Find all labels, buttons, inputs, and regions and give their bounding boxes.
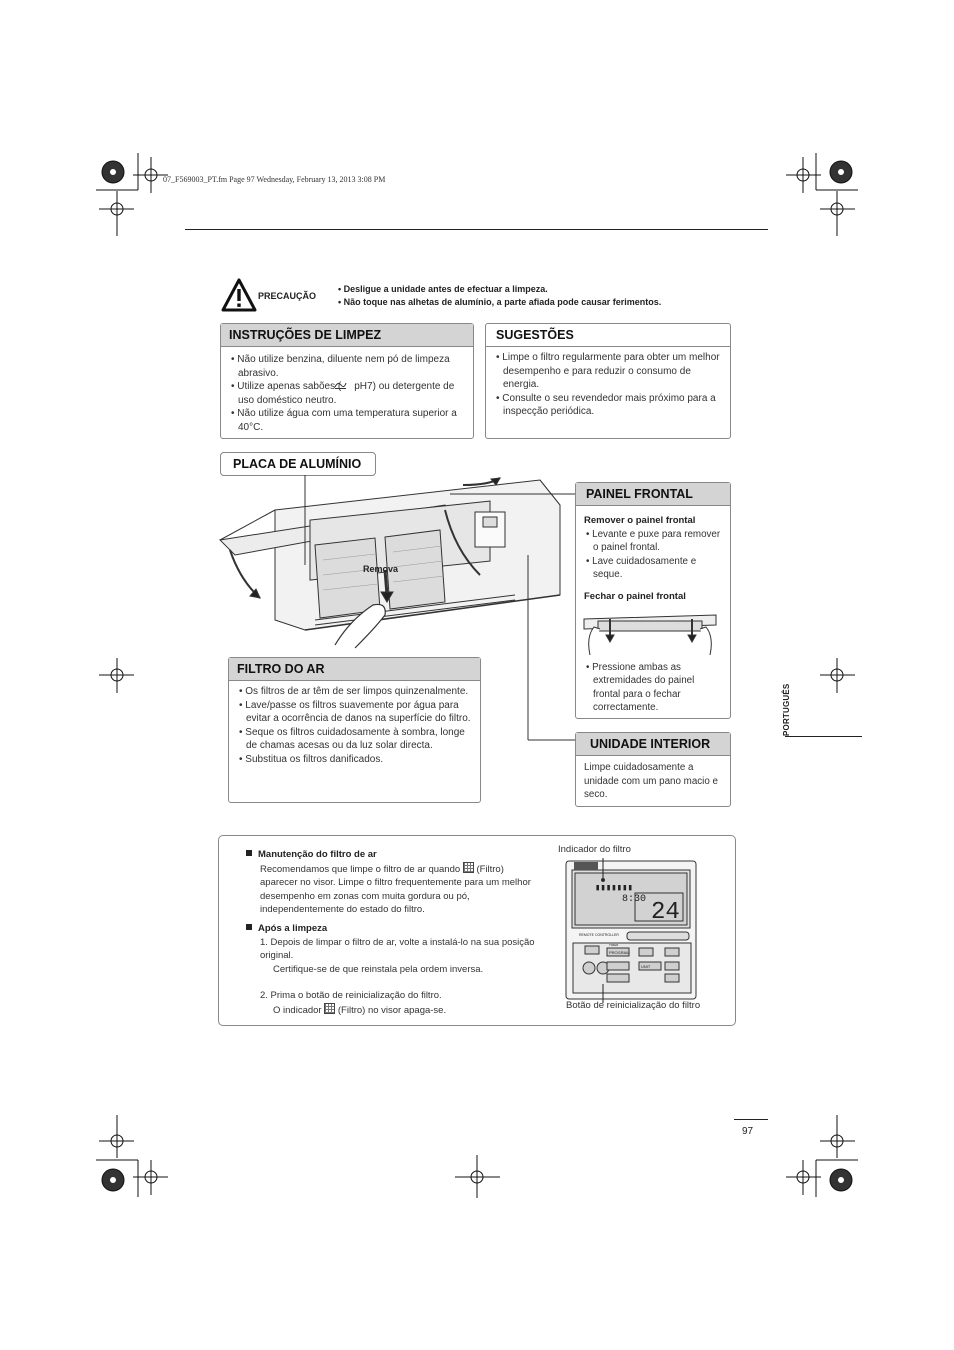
page-number: 97 [742, 1126, 754, 1137]
front-panel-item: • Lave cuidadosamente e seque. [586, 555, 697, 581]
air-filter-item: • Os filtros de ar têm de ser limpos quinzenalmente. [239, 686, 469, 697]
square-bullet-icon [246, 850, 252, 856]
remote-display-temp: 24 [651, 899, 680, 926]
after-step-2: 2. Prima o botão de reinicialização do filtro. [260, 990, 442, 1002]
air-filter-item: • Seque os filtros cuidadosamente à sombra, longe de chamas acesas ou da luz solar directa. [239, 726, 465, 752]
tips-title: SUGESTÕES [486, 324, 730, 347]
close-panel-illustration [580, 607, 720, 657]
language-tab [785, 650, 862, 737]
maintenance-text: Manutenção do filtro de ar Recomendamos que limpe o filtro de ar quando (Filtro) aparecer no visor. Limpe o filtro frequentemente para um melhor desempenho em zonas com muita gordura ou pó, independentemente do estado do filtro. Após a limpeza 1. Depois de limpar o filtro de ar, volte a instalá-lo na sua posição original. Certifique-se de que reinstala pela ordem inversa. 2. Prima o botão de reinicialização do filtro. O indicador (Filtro) no visor apaga-se. [246, 848, 536, 1018]
caution-list [338, 283, 661, 309]
svg-text:▮▮▮▮▮▮▮: ▮▮▮▮▮▮▮ [595, 883, 633, 893]
front-panel-title: PAINEL FRONTAL [576, 483, 730, 506]
caution-item: • Não toque nas alhetas de alumínio, a parte afiada pode causar ferimentos. [338, 297, 662, 307]
remote-controller [565, 858, 697, 1003]
front-panel-box [575, 482, 731, 719]
cleaning-instructions-box [220, 323, 474, 439]
front-panel-item: • Levante e puxe para remover o painel frontal. [586, 528, 721, 554]
after-step-1-note: Certifique-se de que reinstala pela ordem inversa. [273, 963, 484, 975]
tips-box [485, 323, 731, 439]
remote-program-button[interactable]: PROGRAM [609, 950, 630, 955]
tilde-ph-icon [341, 380, 354, 388]
footer-rule [734, 1119, 768, 1120]
remote-controller-label: REMOTE CONTROLLER [579, 933, 619, 937]
filter-indicator-caption: Indicador do filtro [558, 844, 631, 855]
cleaning-item: • Não utilize benzina, diluente nem pó de limpeza abrasivo. [231, 354, 450, 379]
aluminium-plate-label: PLACA DE ALUMÍNIO [220, 452, 376, 476]
cleaning-item: • Utilize apenas sabões ( pH7) ou detergente de uso doméstico neutro. [231, 381, 455, 406]
remote-display-time: 8:30 [622, 894, 647, 905]
header-rule [185, 229, 768, 230]
cleaning-instructions-title: INSTRUÇÕES DE LIMPEZ [221, 324, 473, 347]
remote-unit-button[interactable]: UNIT [641, 964, 651, 969]
indoor-unit-title: UNIDADE INTERIOR [576, 733, 730, 756]
tips-item: • Consulte o seu revendedor mais próximo para a inspecção periódica. [496, 392, 716, 418]
file-info: 07_F569003_PT.fm Page 97 Wednesday, February 13, 2013 3:08 PM [163, 175, 386, 184]
caution-label: PRECAUÇÃO [258, 291, 317, 301]
language-tab-label: PORTUGUÊS [782, 683, 791, 736]
close-panel-subtitle: Fechar o painel frontal [584, 590, 686, 602]
cleaning-item: • Não utilize água com uma temperatura superior a 40°C. [231, 408, 457, 433]
caution-item: • Desligue a unidade antes de efectuar a limpeza. [338, 284, 548, 294]
indoor-unit-text: Limpe cuidadosamente a unidade com um pano macio e seco. [584, 762, 718, 801]
air-filter-item: • Lave/passe os filtros suavemente por água para evitar a ocorrência de danos na superfície do filtro. [239, 699, 471, 725]
remote-timer-label: TIMER [609, 943, 619, 947]
warning-icon [221, 278, 257, 312]
remove-panel-subtitle: Remover o painel frontal [584, 515, 696, 526]
tips-item: • Limpe o filtro regularmente para obter um melhor desempenho e para reduzir o consumo de energia. [496, 352, 720, 391]
air-filter-item: • Substitua os filtros danificados. [239, 753, 384, 765]
filter-icon [463, 862, 474, 873]
air-filter-box [228, 657, 481, 803]
remove-label: Remova [363, 564, 399, 574]
filter-reset-caption: Botão de reinicialização do filtro [566, 1000, 701, 1011]
after-step-1: 1. Depois de limpar o filtro de ar, volte a instalá-lo na sua posição original. [260, 936, 535, 962]
front-panel-item: • Pressione ambas as extremidades do painel frontal para o fechar correctamente. [586, 661, 695, 714]
indoor-unit-box [575, 732, 731, 807]
after-step-2-note: O indicador (Filtro) no visor apaga-se. [273, 1004, 447, 1016]
filter-icon [324, 1003, 335, 1014]
air-filter-title: FILTRO DO AR [229, 658, 480, 681]
square-bullet-icon [246, 924, 252, 930]
